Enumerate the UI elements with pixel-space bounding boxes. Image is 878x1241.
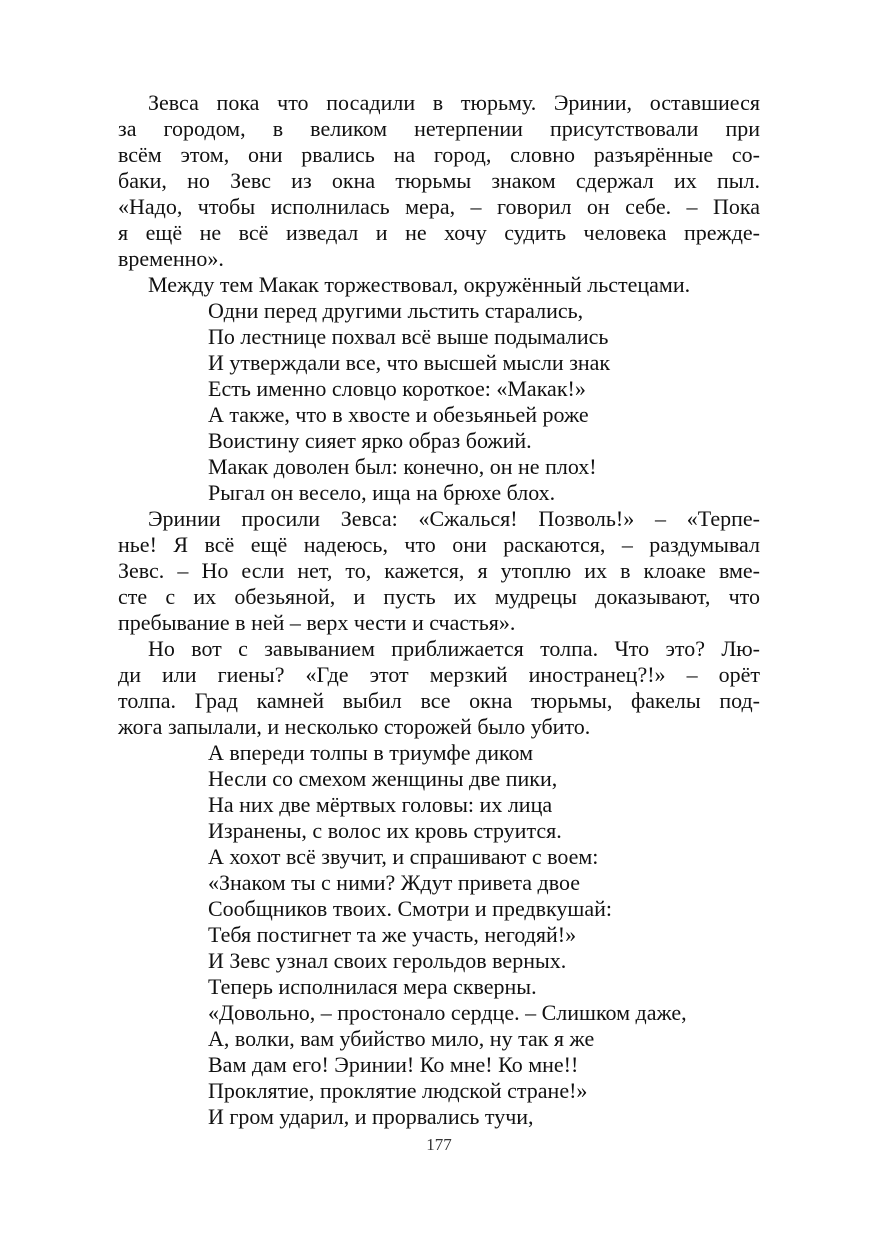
prose-line: сте с их обезьяной, и пусть их мудрецы доказывают, что bbox=[118, 584, 760, 609]
verse-line: Проклятие, проклятие людской стране!» bbox=[208, 1078, 588, 1103]
verse-line: «Довольно, – простонало сердце. – Слишком даже, bbox=[208, 1000, 687, 1025]
verse-line: По лестнице похвал всё выше подымались bbox=[208, 324, 609, 349]
verse-line: Изранены, с волос их кровь струится. bbox=[208, 818, 562, 843]
page-text bbox=[118, 90, 760, 1130]
prose-line: я ещё не всё изведал и не хочу судить человека прежде- bbox=[118, 220, 760, 245]
verse-line: А впереди толпы в триумфе диком bbox=[208, 740, 534, 765]
prose-line: нье! Я всё ещё надеюсь, что они раскаются, – раздумывал bbox=[118, 532, 760, 557]
prose-line: за городом, в великом нетерпении присутствовали при bbox=[118, 116, 760, 141]
prose-line: всём этом, они рвались на город, словно разъярённые со- bbox=[118, 142, 760, 167]
verse-line: Теперь исполнилася мера скверны. bbox=[208, 974, 537, 999]
verse-line: Несли со смехом женщины две пики, bbox=[208, 766, 558, 791]
verse-line: Сообщников твоих. Смотри и предвкушай: bbox=[208, 896, 612, 921]
prose-line: Зевс. – Но если нет, то, кажется, я утоплю их в клоаке вме- bbox=[118, 558, 760, 583]
verse-line: Тебя постигнет та же участь, негодяй!» bbox=[208, 922, 577, 947]
verse-line: Есть именно словцо короткое: «Макак!» bbox=[208, 376, 586, 401]
verse-line: На них две мёртвых головы: их лица bbox=[208, 792, 553, 817]
prose-line: толпа. Град камней выбил все окна тюрьмы, факелы под- bbox=[118, 688, 760, 713]
prose-line: временно». bbox=[118, 246, 224, 271]
prose-line: баки, но Зевс из окна тюрьмы знаком сдержал их пыл. bbox=[118, 168, 760, 193]
prose-line: ди или гиены? «Где этот мерзкий иностранец?!» – орёт bbox=[118, 662, 760, 687]
verse-line: «Знаком ты с ними? Ждут привета двое bbox=[208, 870, 581, 895]
prose-line: пребывание в ней – верх чести и счастья». bbox=[118, 610, 516, 635]
verse-line: Макак доволен был: конечно, он не плох! bbox=[208, 454, 597, 479]
verse-line: И гром ударил, и прорвались тучи, bbox=[208, 1104, 534, 1129]
prose-line: Эринии просили Зевса: «Сжалься! Позволь!» – «Терпе- bbox=[148, 506, 760, 531]
prose-line: Но вот с завыванием приближается толпа. Что это? Лю- bbox=[148, 636, 760, 661]
verse-line: Воистину сияет ярко образ божий. bbox=[208, 428, 532, 453]
prose-line: жога запылали, и несколько сторожей было убито. bbox=[118, 714, 591, 739]
verse-line: А хохот всё звучит, и спрашивают с воем: bbox=[208, 844, 599, 869]
verse-line: А также, что в хвосте и обезьяньей роже bbox=[208, 402, 589, 427]
prose-line: «Надо, чтобы исполнилась мера, – говорил он себе. – Пока bbox=[118, 194, 760, 219]
prose-line: Зевса пока что посадили в тюрьму. Эринии, оставшиеся bbox=[148, 90, 760, 115]
verse-line: Вам дам его! Эринии! Ко мне! Ко мне!! bbox=[208, 1052, 579, 1077]
verse-line: И утверждали все, что высшей мысли знак bbox=[208, 350, 611, 375]
verse-line: Рыгал он весело, ища на брюхе блох. bbox=[208, 480, 556, 505]
verse-line: И Зевс узнал своих герольдов верных. bbox=[208, 948, 567, 973]
verse-line: А, волки, вам убийство мило, ну так я же bbox=[208, 1026, 595, 1051]
page-number: 177 bbox=[426, 1135, 452, 1154]
verse-line: Одни перед другими льстить старались, bbox=[208, 298, 584, 323]
prose-line: Между тем Макак торжествовал, окружённый льстецами. bbox=[148, 272, 691, 297]
